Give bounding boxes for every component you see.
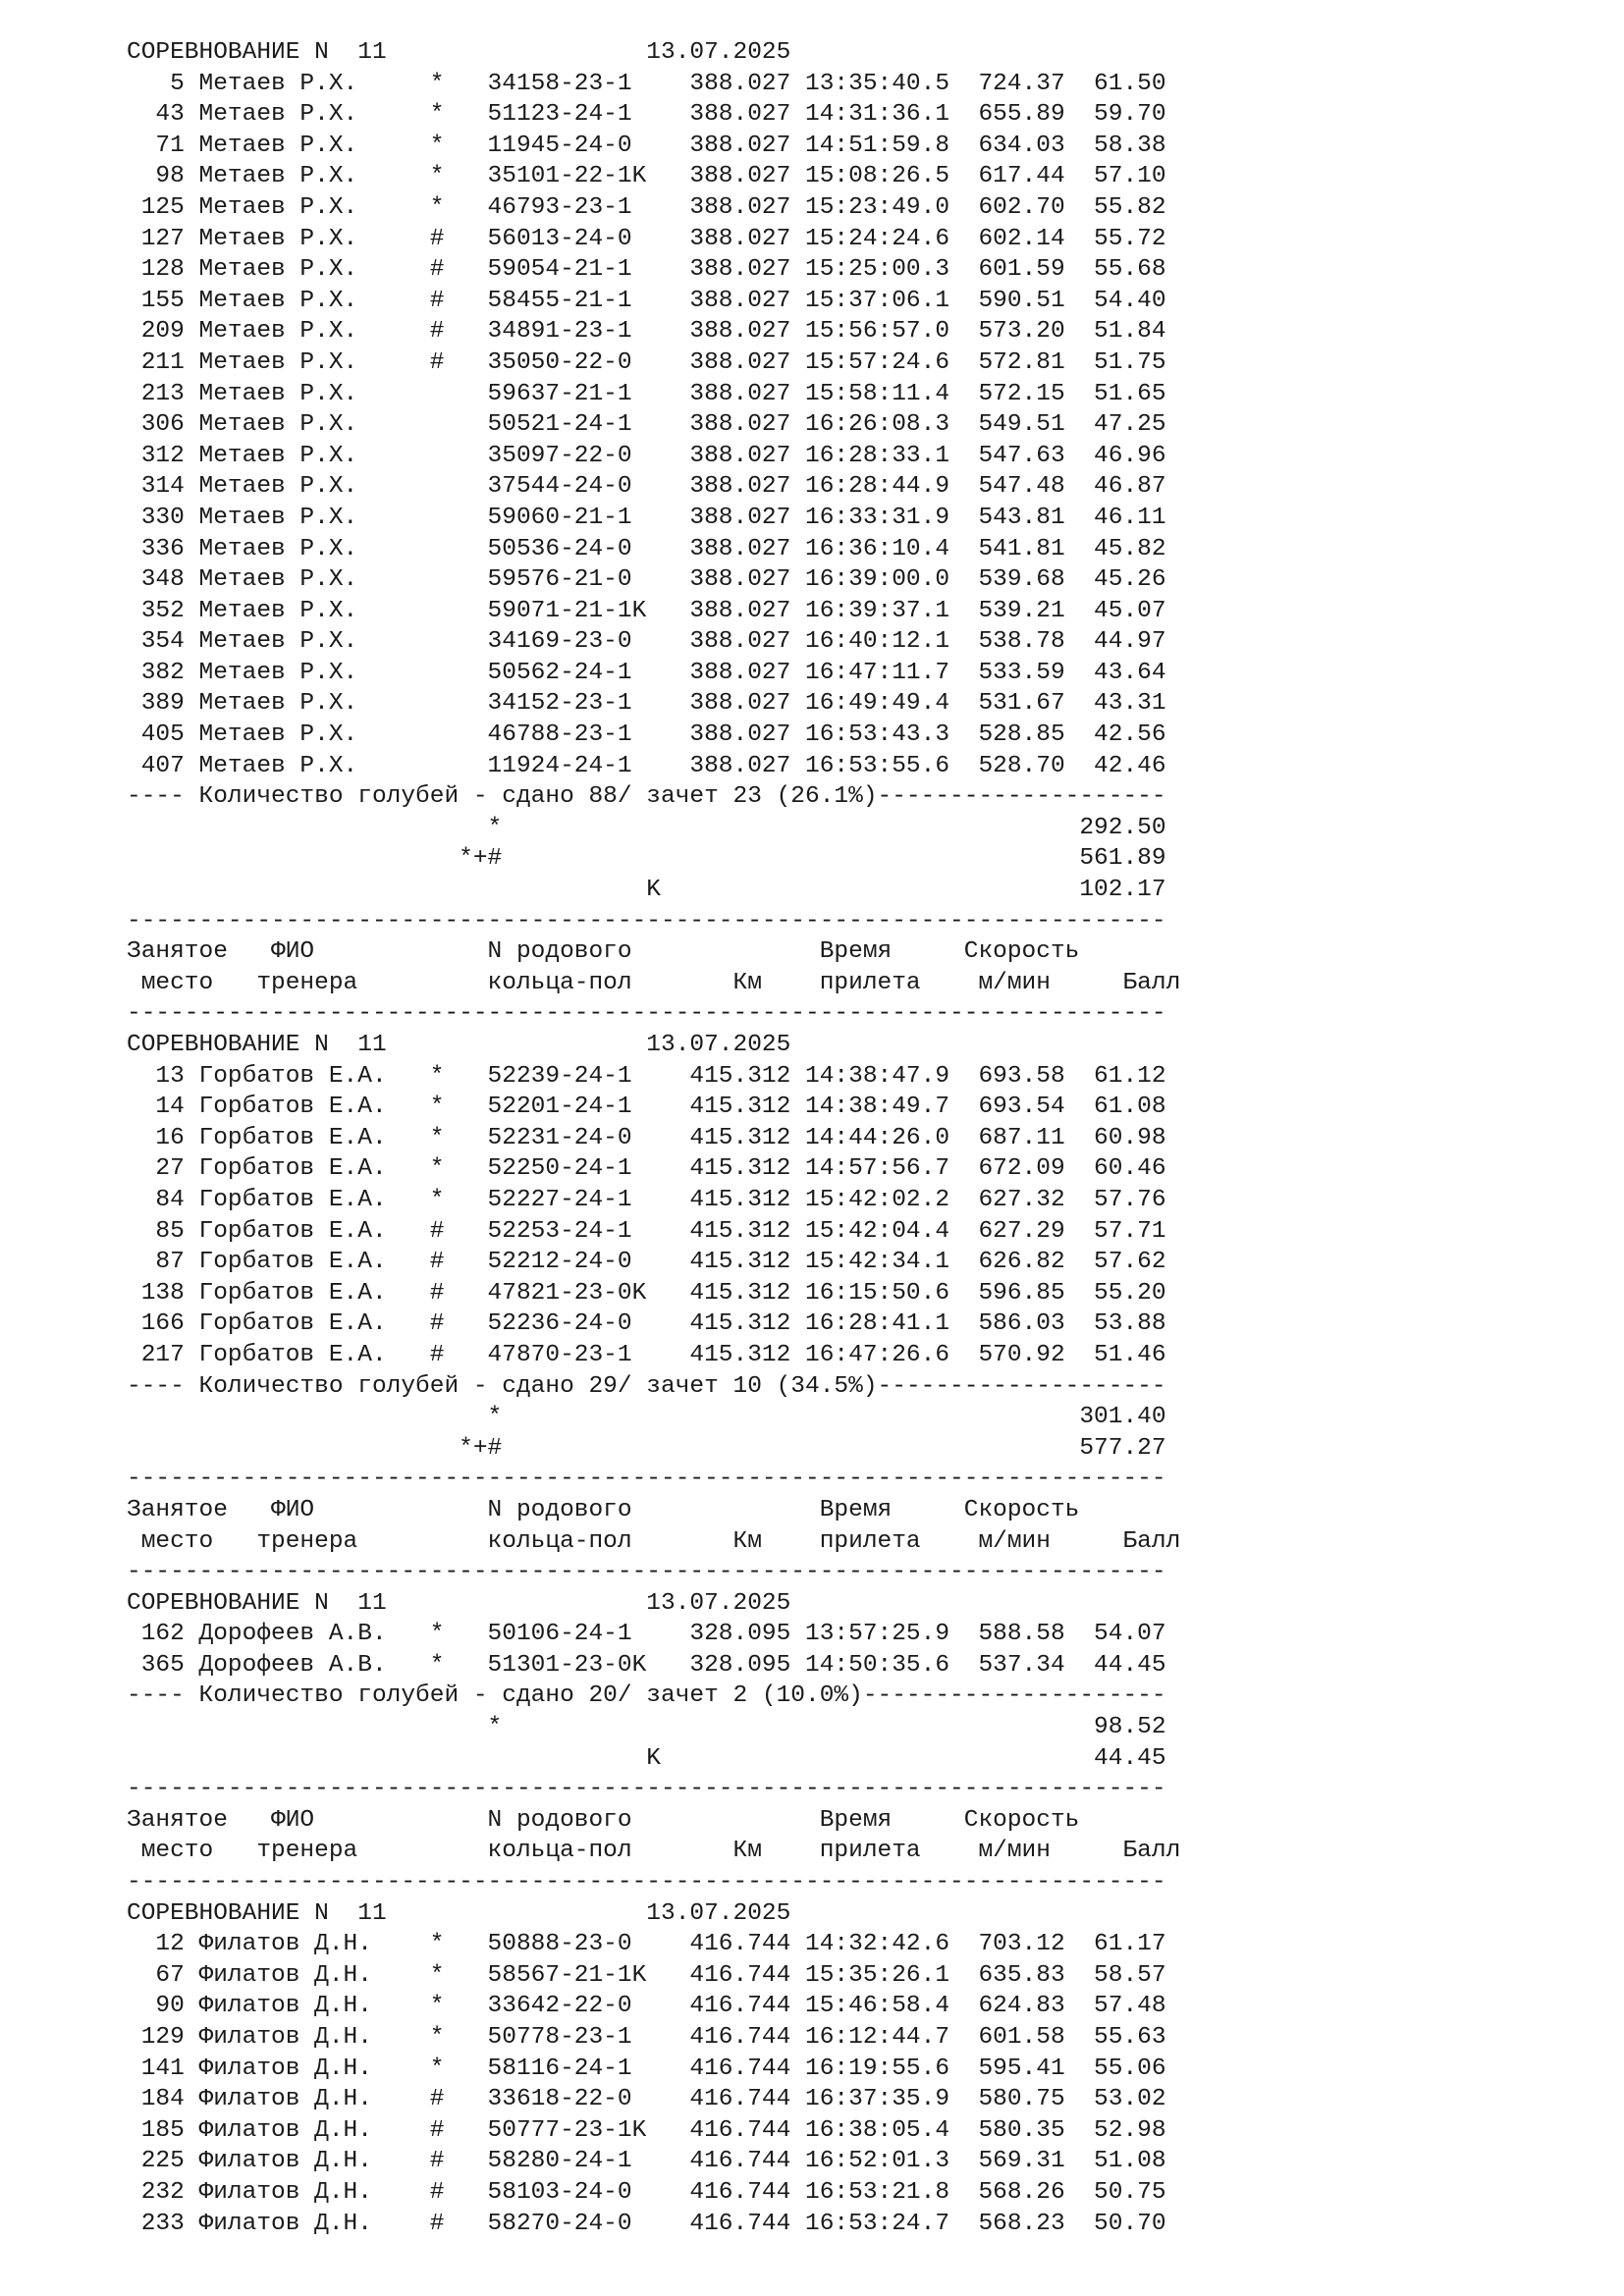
result-row: 389 Метаев Р.Х. 34152-23-1 388.027 16:49:49.4 531.67 43.31 [127, 690, 1166, 718]
result-row: 13 Горбатов Е.А. * 52239-24-1 415.312 14:38:47.9 693.58 61.12 [127, 1062, 1166, 1090]
competition-header: СОРЕВНОВАНИЕ N 11 13.07.2025 [127, 1899, 791, 1927]
result-row: 352 Метаев Р.Х. 59071-21-1K 388.027 16:39:37.1 539.21 45.07 [127, 597, 1166, 624]
score-total: *+# 561.89 [127, 845, 1166, 873]
result-row: 382 Метаев Р.Х. 50562-24-1 388.027 16:47:11.7 533.59 43.64 [127, 659, 1166, 686]
result-row: 405 Метаев Р.Х. 46788-23-1 388.027 16:53:43.3 528.85 42.56 [127, 721, 1166, 749]
result-row: 184 Филатов Д.Н. # 33618-22-0 416.744 16:37:35.9 580.75 53.02 [127, 2086, 1166, 2113]
result-row: 211 Метаев Р.Х. # 35050-22-0 388.027 15:57:24.6 572.81 51.75 [127, 348, 1166, 376]
result-row: 98 Метаев Р.Х. * 35101-22-1K 388.027 15:08:26.5 617.44 57.10 [127, 163, 1166, 190]
result-row: 312 Метаев Р.Х. 35097-22-0 388.027 16:28:33.1 547.63 46.96 [127, 442, 1166, 469]
column-header: место тренера кольца-пол Км прилета м/мин Балл [127, 1527, 1181, 1555]
competition-header: СОРЕВНОВАНИЕ N 11 13.07.2025 [127, 1589, 791, 1617]
result-row: 233 Филатов Д.Н. # 58270-24-0 416.744 16:53:24.7 568.23 50.70 [127, 2210, 1166, 2237]
result-row: 365 Дорофеев А.В. * 51301-23-0K 328.095 14:50:35.6 537.34 44.45 [127, 1651, 1166, 1679]
result-row: 217 Горбатов Е.А. # 47870-23-1 415.312 16:47:26.6 570.92 51.46 [127, 1341, 1166, 1368]
column-header: Занятое ФИО N родового Время Скорость [127, 938, 1080, 966]
result-row: 85 Горбатов Е.А. # 52253-24-1 415.312 15:42:04.4 627.29 57.71 [127, 1217, 1166, 1245]
column-header: Занятое ФИО N родового Время Скорость [127, 1496, 1080, 1523]
score-total: * 98.52 [127, 1714, 1166, 1741]
result-row: 16 Горбатов Е.А. * 52231-24-0 415.312 14:44:26.0 687.11 60.98 [127, 1124, 1166, 1151]
separator-line: ------------------------------------------------------------------------ [127, 1000, 1166, 1028]
result-row: 127 Метаев Р.Х. # 56013-24-0 388.027 15:24:24.6 602.14 55.72 [127, 225, 1166, 252]
result-row: 5 Метаев Р.Х. * 34158-23-1 388.027 13:35:40.5 724.37 61.50 [127, 70, 1166, 97]
summary-line: ---- Количество голубей - сдано 88/ зачет 23 (26.1%)-------------------- [127, 783, 1166, 811]
separator-line: ------------------------------------------------------------------------ [127, 1466, 1166, 1493]
column-header: место тренера кольца-пол Км прилета м/мин Балл [127, 1838, 1181, 1865]
result-row: 90 Филатов Д.Н. * 33642-22-0 416.744 15:46:58.4 624.83 57.48 [127, 1993, 1166, 2020]
result-row: 306 Метаев Р.Х. 50521-24-1 388.027 16:26:08.3 549.51 47.25 [127, 411, 1166, 439]
column-header: место тренера кольца-пол Км прилета м/мин Балл [127, 969, 1181, 996]
result-row: 213 Метаев Р.Х. 59637-21-1 388.027 15:58:11.4 572.15 51.65 [127, 380, 1166, 407]
result-row: 87 Горбатов Е.А. # 52212-24-0 415.312 15:42:34.1 626.82 57.62 [127, 1249, 1166, 1276]
result-row: 225 Филатов Д.Н. # 58280-24-1 416.744 16:52:01.3 569.31 51.08 [127, 2148, 1166, 2175]
separator-line: ------------------------------------------------------------------------ [127, 1776, 1166, 1803]
result-row: 314 Метаев Р.Х. 37544-24-0 388.027 16:28:44.9 547.48 46.87 [127, 473, 1166, 501]
score-total: K 102.17 [127, 877, 1166, 904]
result-row: 14 Горбатов Е.А. * 52201-24-1 415.312 14:38:49.7 693.54 61.08 [127, 1094, 1166, 1121]
result-row: 43 Метаев Р.Х. * 51123-24-1 388.027 14:31:36.1 655.89 59.70 [127, 101, 1166, 129]
result-row: 155 Метаев Р.Х. # 58455-21-1 388.027 15:37:06.1 590.51 54.40 [127, 287, 1166, 314]
separator-line: ------------------------------------------------------------------------ [127, 907, 1166, 934]
result-row: 232 Филатов Д.Н. # 58103-24-0 416.744 16:53:21.8 568.26 50.75 [127, 2178, 1166, 2206]
result-row: 162 Дорофеев А.В. * 50106-24-1 328.095 13:57:25.9 588.58 54.07 [127, 1621, 1166, 1648]
result-row: 12 Филатов Д.Н. * 50888-23-0 416.744 14:32:42.6 703.12 61.17 [127, 1931, 1166, 1958]
results-printout [127, 37, 1180, 2239]
score-total: * 301.40 [127, 1404, 1166, 1431]
result-row: 71 Метаев Р.Х. * 11945-24-0 388.027 14:51:59.8 634.03 58.38 [127, 132, 1166, 159]
result-row: 138 Горбатов Е.А. # 47821-23-0K 415.312 16:15:50.6 596.85 55.20 [127, 1279, 1166, 1307]
result-row: 407 Метаев Р.Х. 11924-24-1 388.027 16:53:55.6 528.70 42.46 [127, 752, 1166, 779]
result-row: 185 Филатов Д.Н. # 50777-23-1K 416.744 16:38:05.4 580.35 52.98 [127, 2116, 1166, 2144]
competition-header: СОРЕВНОВАНИЕ N 11 13.07.2025 [127, 39, 791, 66]
result-row: 27 Горбатов Е.А. * 52250-24-1 415.312 14:57:56.7 672.09 60.46 [127, 1155, 1166, 1183]
competition-header: СОРЕВНОВАНИЕ N 11 13.07.2025 [127, 1032, 791, 1058]
result-row: 336 Метаев Р.Х. 50536-24-0 388.027 16:36:10.4 541.81 45.82 [127, 535, 1166, 562]
result-row: 330 Метаев Р.Х. 59060-21-1 388.027 16:33:31.9 543.81 46.11 [127, 504, 1166, 531]
result-row: 354 Метаев Р.Х. 34169-23-0 388.027 16:40:12.1 538.78 44.97 [127, 628, 1166, 656]
summary-line: ---- Количество голубей - сдано 20/ зачет 2 (10.0%)--------------------- [127, 1682, 1166, 1710]
summary-line: ---- Количество голубей - сдано 29/ зачет 10 (34.5%)-------------------- [127, 1372, 1166, 1400]
result-row: 166 Горбатов Е.А. # 52236-24-0 415.312 16:28:41.1 586.03 53.88 [127, 1310, 1166, 1338]
separator-line: ------------------------------------------------------------------------ [127, 1559, 1166, 1586]
result-row: 129 Филатов Д.Н. * 50778-23-1 416.744 16:12:44.7 601.58 55.63 [127, 2024, 1166, 2051]
result-row: 209 Метаев Р.Х. # 34891-23-1 388.027 15:56:57.0 573.20 51.84 [127, 318, 1166, 346]
score-total: *+# 577.27 [127, 1434, 1166, 1462]
separator-line: ------------------------------------------------------------------------ [127, 1869, 1166, 1896]
result-row: 67 Филатов Д.Н. * 58567-21-1K 416.744 15:35:26.1 635.83 58.57 [127, 1961, 1166, 1989]
result-row: 128 Метаев Р.Х. # 59054-21-1 388.027 15:25:00.3 601.59 55.68 [127, 256, 1166, 284]
result-row: 348 Метаев Р.Х. 59576-21-0 388.027 16:39:00.0 539.68 45.26 [127, 566, 1166, 594]
score-total: * 292.50 [127, 814, 1166, 841]
score-total: K 44.45 [127, 1744, 1166, 1772]
result-row: 84 Горбатов Е.А. * 52227-24-1 415.312 15:42:02.2 627.32 57.76 [127, 1186, 1166, 1213]
result-row: 125 Метаев Р.Х. * 46793-23-1 388.027 15:23:49.0 602.70 55.82 [127, 193, 1166, 221]
result-row: 141 Филатов Д.Н. * 58116-24-1 416.744 16:19:55.6 595.41 55.06 [127, 2055, 1166, 2082]
column-header: Занятое ФИО N родового Время Скорость [127, 1806, 1080, 1834]
